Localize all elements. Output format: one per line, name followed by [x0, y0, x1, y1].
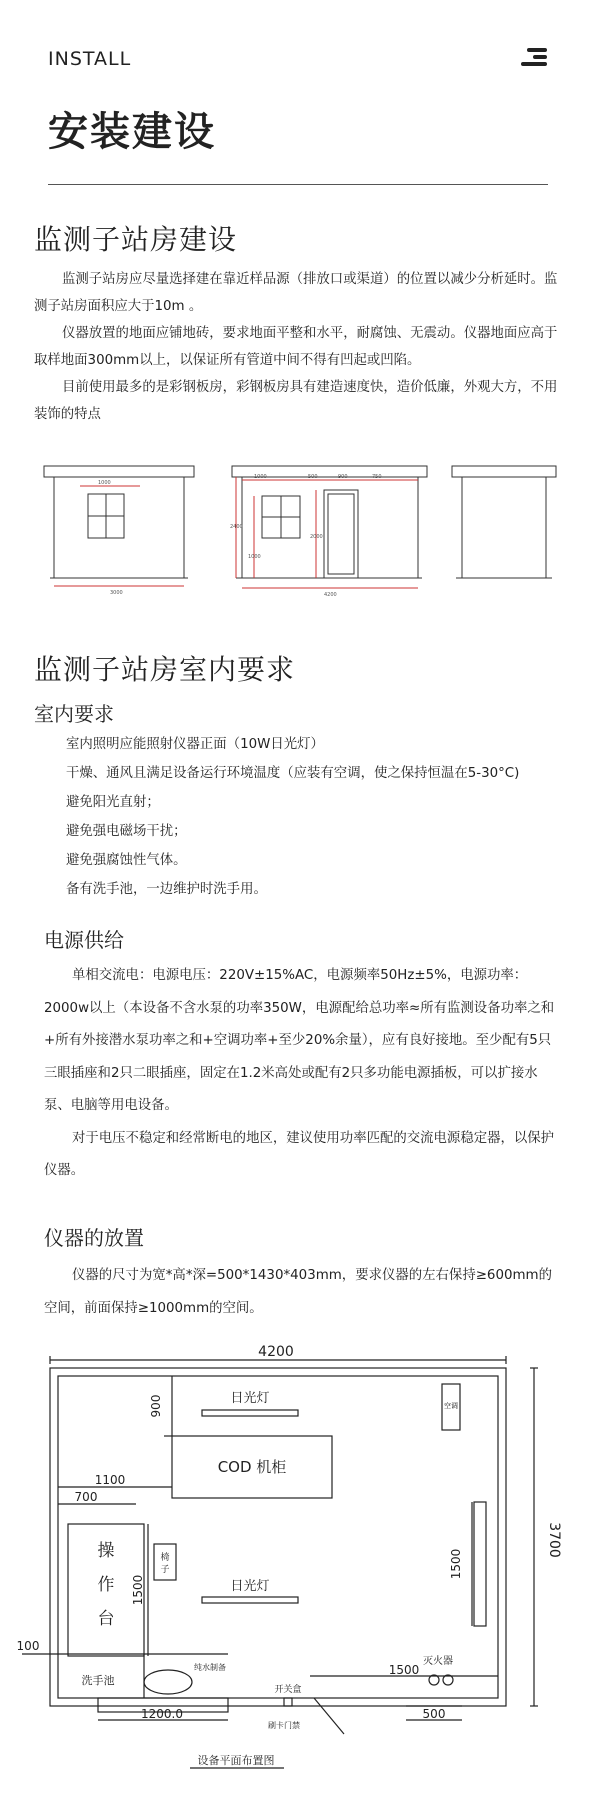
menu-icon[interactable]: [521, 48, 547, 66]
requirement-item: 备有洗手池，一边维护时洗手用。: [66, 882, 267, 897]
dim-label: 1000: [254, 474, 267, 480]
section-title-placement: 仪器的放置: [44, 1226, 144, 1250]
dim-100: 100: [16, 1639, 40, 1653]
power-para: 单相交流电：电源电压：220V±15%AC，电源频率50Hz±5%，电源功率：2000w以上（本设备不含水泵的功率350W，电源配给总功率≈所有监测设备功率之和+所有外接潜水泵功率之和+空调功率+至少20%余量），应有良好接地。至少配有5只三眼插座和2只二眼插座，固定在1.2米高处或配有2只多功能电源插板，可以扩接水泵、电脑等用电设备。: [44, 968, 555, 1113]
dim-label: 3000: [110, 590, 123, 596]
dim-1500-window: 1500: [449, 1548, 463, 1580]
placement-text: [44, 1260, 556, 1325]
dim-500: 500: [422, 1707, 446, 1721]
lamp-2: [202, 1597, 298, 1603]
extinguisher-label: 灭火器: [423, 1656, 453, 1667]
power-para: 对于电压不稳定和经常断电的地区，建议使用功率匹配的交流电源稳定器，以保护仪器。: [44, 1130, 555, 1178]
pure-water-label: 纯水制备: [194, 1663, 226, 1672]
sink-basin: [144, 1670, 192, 1694]
lamp-label: 日光灯: [230, 1391, 270, 1406]
sink-label: 洗手池: [81, 1674, 115, 1687]
dim-label: 500: [308, 474, 318, 480]
lamp-1: [202, 1410, 298, 1416]
switch-box: [284, 1698, 292, 1706]
roof-1: [44, 466, 194, 477]
requirement-item: 干燥、通风且满足设备运行环境温度（应装有空调，使之保持恒温在5-30°C): [66, 766, 520, 781]
install-label: INSTALL: [48, 48, 132, 70]
lamp-label: 日光灯: [230, 1579, 270, 1594]
switch-box-label: 开关盒: [274, 1685, 302, 1695]
window-right: [474, 1502, 486, 1626]
inner-wall: [58, 1376, 498, 1698]
dim-label: 2400: [230, 524, 243, 530]
indoor-requirements: [66, 730, 566, 904]
requirement-item: 避免强电磁场干扰；: [66, 824, 187, 839]
title-divider: [48, 184, 548, 185]
console-label: 台: [97, 1609, 115, 1629]
plan-caption: 设备平面布置图: [197, 1754, 275, 1767]
power-text: [44, 960, 556, 1188]
chair-label: 椅: [160, 1553, 170, 1563]
dim-1200: 1200.0: [141, 1707, 183, 1721]
requirement-item: 避免阳光直射；: [66, 795, 160, 810]
section-title-room: 监测子站房建设: [34, 223, 238, 256]
room-para: 监测子站房应尽量选择建在靠近样品源（排放口或渠道）的位置以减少分析延时。监测子站房面积应大于10m 。: [34, 272, 558, 314]
cabinet-label: COD 机柜: [217, 1458, 287, 1476]
console-label: 作: [97, 1575, 115, 1595]
room-para: 仪器放置的地面应铺地砖，要求地面平整和水平，耐腐蚀、无震动。仪器地面应高于取样地面300mm以上，以保证所有管道中间不得有凹起或凹陷。: [34, 326, 558, 368]
ac-label: 空调: [444, 1402, 458, 1410]
section-title-indoor: 监测子站房室内要求: [34, 653, 296, 686]
dim-label: 750: [372, 474, 382, 480]
placement-para: 仪器的尺寸为宽*高*深=500*1430*403mm，要求仪器的左右保持≥600mm的空间，前面保持≥1000mm的空间。: [44, 1268, 552, 1316]
page-title: 安装建设: [48, 109, 216, 155]
room-elevation-drawing: [40, 458, 560, 613]
dim-1500-bottom: 1500: [388, 1663, 420, 1677]
dim-1500-left: 1500: [131, 1574, 145, 1606]
dim-700: 700: [74, 1490, 98, 1504]
requirement-item: 室内照明应能照射仪器正面（10W日光灯）: [66, 737, 324, 752]
dim-label: 2000: [310, 534, 323, 540]
section-title-power: 电源供给: [44, 928, 124, 952]
room-text: [34, 266, 562, 428]
dim-label: 4200: [324, 592, 337, 598]
dim-1100: 1100: [94, 1473, 126, 1487]
door-lock-label: 刷卡门禁: [268, 1721, 300, 1730]
indoor-subtitle: 室内要求: [34, 702, 114, 726]
requirement-item: 避免强腐蚀性气体。: [66, 853, 187, 868]
door: [324, 490, 358, 578]
chair-label: 子: [160, 1565, 170, 1575]
console-label: 操: [97, 1541, 115, 1561]
dim-label: 1000: [98, 480, 111, 486]
floor-plan-drawing: [14, 1342, 562, 1782]
roof-3: [452, 466, 556, 477]
room-para: 目前使用最多的是彩钢板房，彩钢板房具有建造速度快，造价低廉，外观大方，不用装饰的特点: [34, 380, 558, 422]
dim-right: 3700: [546, 1522, 562, 1558]
dim-top: 4200: [258, 1344, 294, 1360]
dim-label: 900: [338, 474, 348, 480]
dim-900: 900: [149, 1394, 163, 1418]
dim-label: 1000: [248, 554, 261, 560]
